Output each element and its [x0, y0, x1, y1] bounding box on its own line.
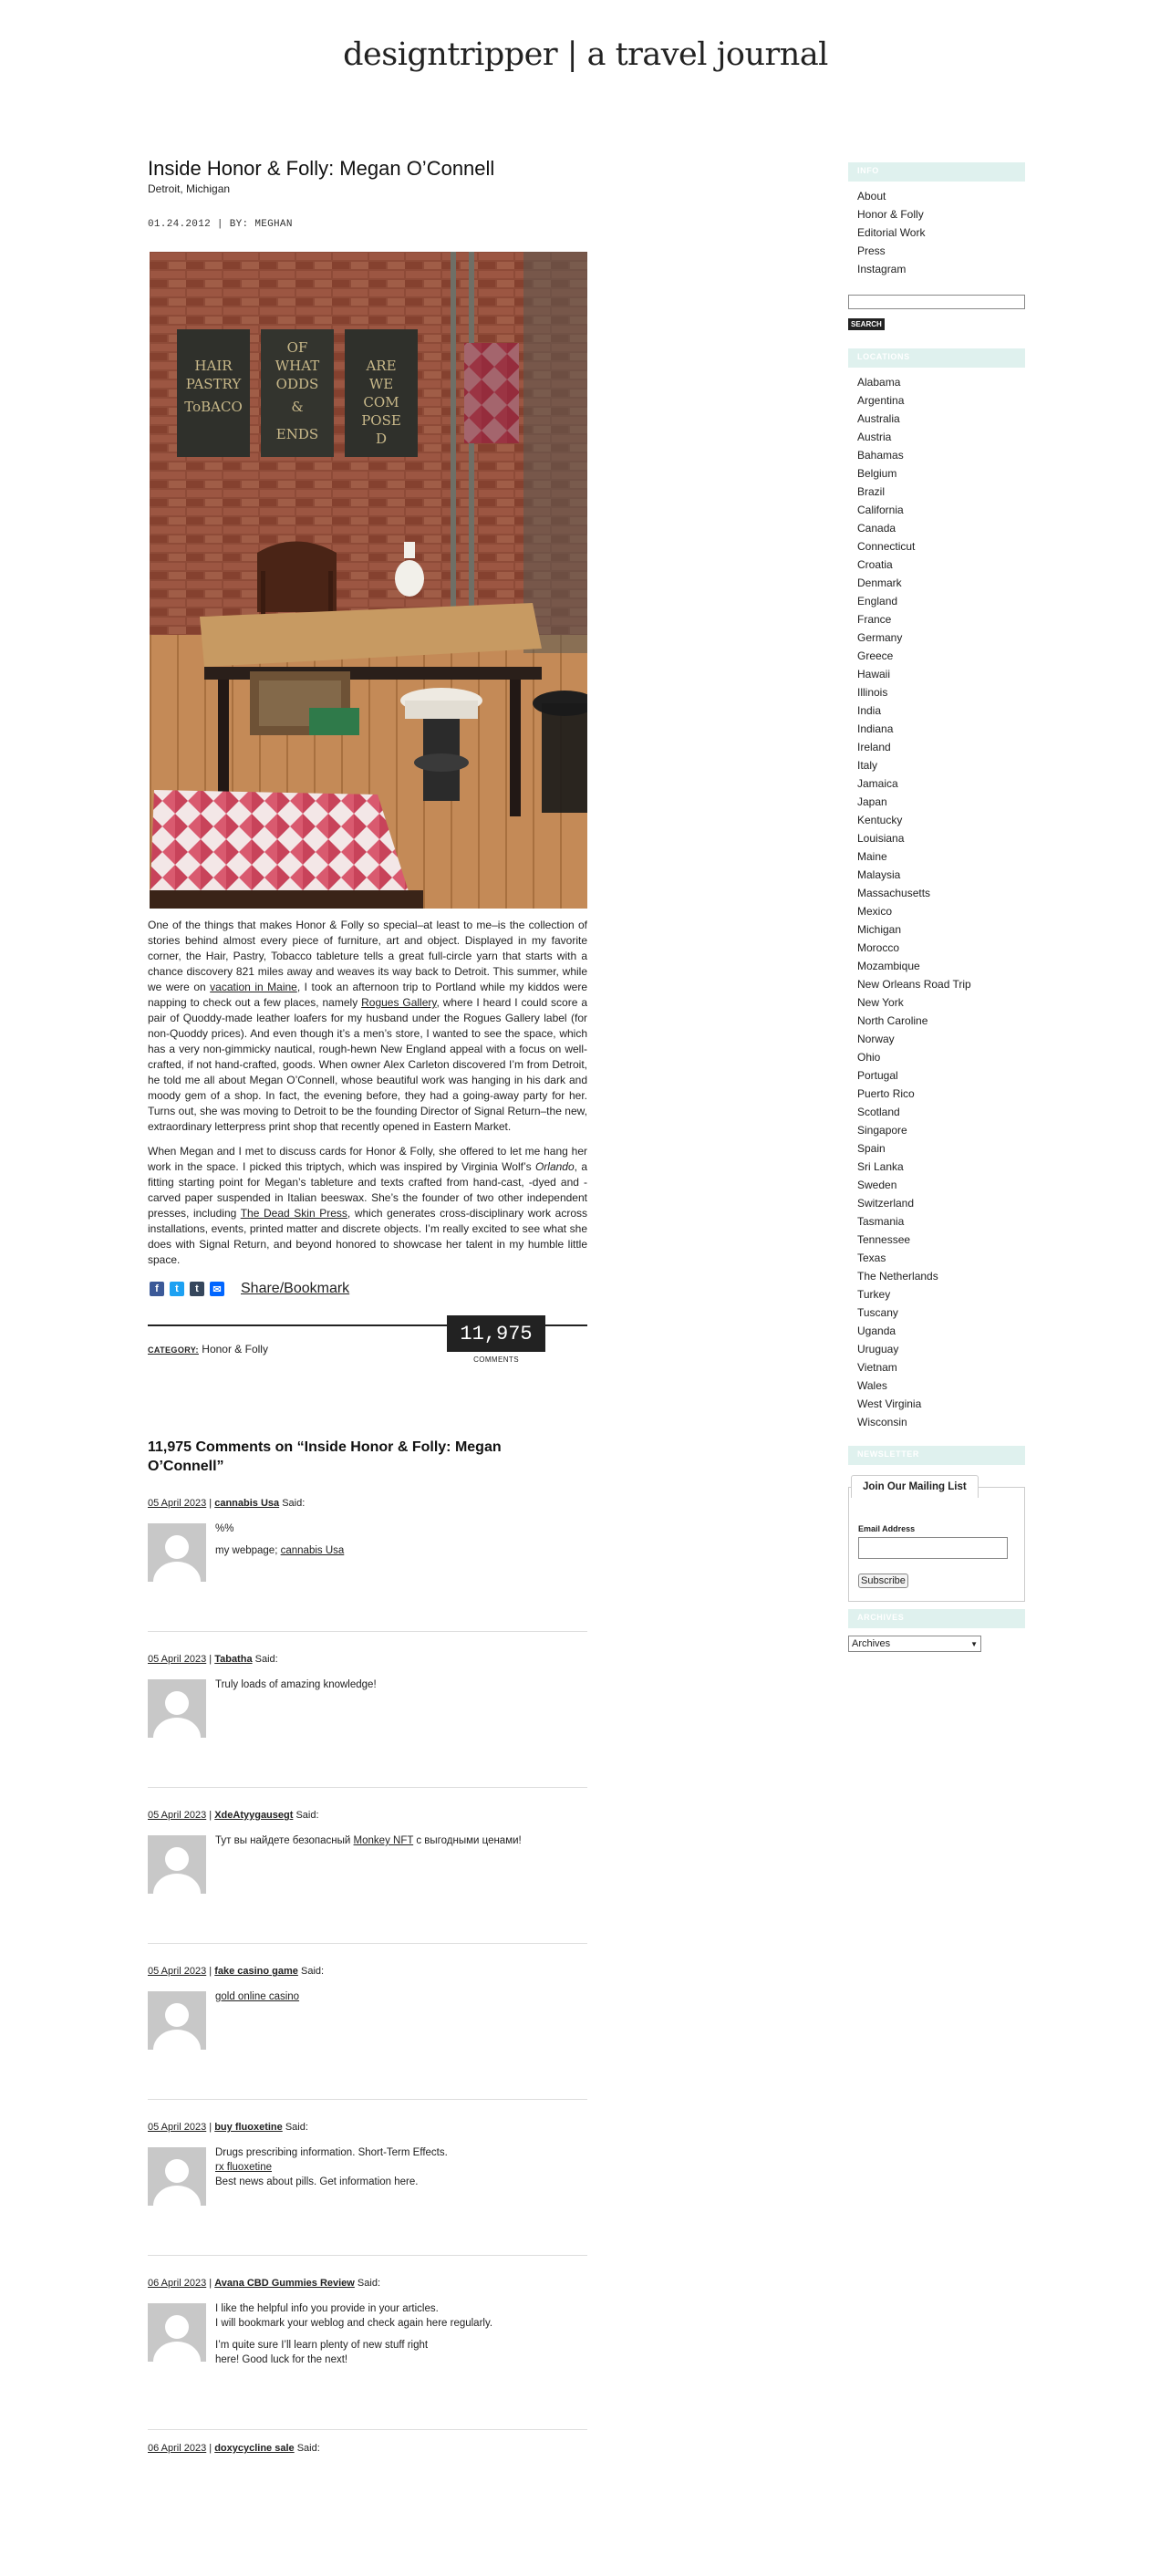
comment-said: Said: [282, 1498, 306, 1509]
post-text: , I took an afternoon trip to Portland while my kiddos were napping to check out a few places, namely [148, 981, 587, 1009]
comment-said: Said: [295, 1810, 319, 1821]
comment-said: Said: [285, 2122, 308, 2133]
sidebar-location-item-3[interactable]: Austria [857, 431, 892, 443]
comment-line: here! Good luck for the next! [215, 2354, 348, 2365]
comment-said: Said: [254, 1654, 278, 1665]
sign-2-line-4: & [291, 399, 304, 415]
post-photo [150, 252, 587, 909]
email-field[interactable] [858, 1537, 1008, 1559]
comment-date[interactable]: 05 April 2023 [148, 1654, 207, 1665]
sidebar-location-item-43[interactable]: Sri Lanka [857, 1160, 904, 1173]
sidebar-location-item-8[interactable]: Canada [857, 522, 896, 535]
sidebar-location-item-20[interactable]: Ireland [857, 741, 891, 753]
sidebar-location-item-45[interactable]: Switzerland [857, 1197, 915, 1210]
comment-line: Best news about pills. Get information here. [215, 2176, 419, 2187]
comment-text: Тут вы найдете безопасный [215, 1835, 354, 1846]
sidebar-location-item-28[interactable]: Massachusetts [857, 887, 931, 899]
sidebar-location-item-51[interactable]: Tuscany [857, 1306, 898, 1319]
sidebar-location-item-27[interactable]: Malaysia [857, 868, 901, 881]
email-label: Email Address [858, 1524, 916, 1533]
comment-author[interactable]: Avana CBD Gummies Review [214, 2278, 355, 2289]
sidebar-heading-locations: LOCATIONS [848, 348, 1025, 368]
info-links [848, 189, 1025, 280]
comment-author[interactable]: doxycycline sale [214, 2443, 295, 2454]
sidebar-location-item-23[interactable]: Japan [857, 795, 887, 808]
sign-2-line-3: ODDS [275, 376, 319, 392]
comment-text: с выгодными ценами! [413, 1835, 522, 1846]
sidebar-location-item-49[interactable]: The Netherlands [857, 1270, 938, 1283]
category-link[interactable]: Honor & Folly [202, 1343, 268, 1356]
comment-header: 06 April 2023 | doxycycline sale Said: [148, 2443, 320, 2454]
post-emphasis: Orlando [534, 1160, 575, 1173]
sign-2-line-5: ENDS [275, 426, 319, 442]
comment-line: Truly loads of amazing knowledge! [215, 1679, 377, 1690]
comment-count-label: COMMENTS [473, 1356, 519, 1364]
sign-3-line-2: WE [368, 376, 394, 392]
avatar [148, 1679, 206, 1738]
email-icon[interactable]: ✉ [210, 1282, 224, 1296]
sign-3-line-5: D [375, 431, 388, 447]
post-paragraph-1 [148, 918, 587, 1135]
sidebar-location-item-5[interactable]: Belgium [857, 467, 897, 480]
sidebar-location-item-4[interactable]: Bahamas [857, 449, 904, 462]
sign-2-line-1: OF [286, 339, 308, 356]
sidebar-location-item-42[interactable]: Spain [857, 1142, 886, 1155]
sidebar-location-item-10[interactable]: Croatia [857, 558, 893, 571]
search-input[interactable] [848, 295, 1025, 309]
share-row [150, 1281, 587, 1297]
sidebar-heading-archives: ARCHIVES [848, 1609, 1025, 1628]
facebook-icon[interactable]: f [150, 1282, 164, 1296]
twitter-icon[interactable]: t [170, 1282, 184, 1296]
comment-link[interactable]: cannabis Usa [280, 1545, 345, 1556]
sidebar-location-item-56[interactable]: West Virginia [857, 1397, 922, 1410]
comment-line [215, 1989, 580, 2004]
comment-said: Said: [357, 2278, 380, 2289]
comment-line: %% [215, 1523, 234, 1534]
comment-header: 05 April 2023 | Tabatha Said: [148, 1654, 278, 1665]
comment-date[interactable]: 05 April 2023 [148, 1498, 207, 1509]
sign-3-line-3: COM [363, 394, 399, 410]
sidebar-location-item-37[interactable]: Ohio [857, 1051, 881, 1064]
comment [148, 2443, 587, 2576]
link-dead-skin-press[interactable]: The Dead Skin Press [240, 1207, 347, 1220]
comment-count[interactable]: 11,975 [447, 1315, 545, 1352]
comment [148, 2278, 587, 2430]
sidebar-location-item-21[interactable]: Italy [857, 759, 878, 772]
sidebar-location-item-19[interactable]: Indiana [857, 722, 894, 735]
comment [148, 1498, 587, 1632]
avatar [148, 1991, 206, 2050]
comment-line: I will bookmark your weblog and check again here regularly. [215, 2318, 493, 2329]
search-button[interactable]: SEARCH [848, 318, 885, 330]
link-rogues-gallery[interactable]: Rogues Gallery [361, 996, 437, 1009]
comment-body [215, 1678, 580, 1699]
sidebar-location-item-46[interactable]: Tasmania [857, 1215, 905, 1228]
avatar [148, 2303, 206, 2362]
sidebar-info-item-1[interactable]: Honor & Folly [857, 208, 924, 221]
sidebar-location-item-22[interactable]: Jamaica [857, 777, 898, 790]
category-bar [148, 1324, 587, 1392]
post-text: One of the things that makes Honor & Folly so special–at least to me–is the collection of stories behind almost every piece of furniture, art and object. Displayed in my favorite corner, the Hair, Pastry, Tobacco tableture tells a great full-circle yarn that starts with a chance discovery 821 miles away and weaves its way back to Detroit. This summer, while we were on [148, 919, 587, 993]
comment-header: 05 April 2023 | fake casino game Said: [148, 1966, 325, 1977]
post [148, 153, 587, 2576]
sidebar-location-item-47[interactable]: Tennessee [857, 1233, 911, 1246]
sign-1-line-1: HAIR [194, 358, 233, 374]
sidebar [848, 162, 1025, 1652]
sidebar-location-item-57[interactable]: Wisconsin [857, 1416, 907, 1428]
post-text: When Megan and I met to discuss cards for Honor & Folly, she offered to let me hang her work in the space. I picked this triptych, which was inspired by Virginia Wolf’s [148, 1145, 587, 1173]
sidebar-location-item-31[interactable]: Morocco [857, 941, 900, 954]
comments-heading: 11,975 Comments on “Inside Honor & Folly: Megan O’Connell” [148, 1439, 502, 1474]
sign-3-line-1: ARE [366, 358, 397, 374]
comment-body [215, 2145, 580, 2189]
sidebar-location-item-14[interactable]: Germany [857, 631, 903, 644]
comment-link[interactable]: Monkey NFT [353, 1835, 414, 1846]
sign-1-line-2: PASTRY [185, 376, 242, 392]
sidebar-info-item-3[interactable]: Press [857, 244, 886, 257]
comment-line: I’m quite sure I’ll learn plenty of new stuff right [215, 2340, 429, 2351]
comment-header: 05 April 2023 | cannabis Usa Said: [148, 1498, 306, 1509]
sign-3-line-4: POSE [361, 412, 401, 429]
sidebar-location-item-11[interactable]: Denmark [857, 576, 902, 589]
sidebar-location-item-52[interactable]: Uganda [857, 1324, 896, 1337]
comment-line [215, 2160, 580, 2175]
archives-select-value: Archives [852, 1638, 891, 1649]
link-vacation-in-maine[interactable]: vacation in Maine [210, 981, 297, 993]
sidebar-location-item-26[interactable]: Maine [857, 850, 887, 863]
comment-date[interactable]: 05 April 2023 [148, 1810, 207, 1821]
sidebar-location-item-50[interactable]: Turkey [857, 1288, 891, 1301]
sidebar-location-item-54[interactable]: Vietnam [857, 1361, 897, 1374]
comment-body [215, 1833, 580, 1855]
comment-date[interactable]: 06 April 2023 [148, 2443, 207, 2454]
comment [148, 1654, 587, 1788]
comment-author[interactable]: fake casino game [214, 1966, 298, 1977]
share-bookmark-link[interactable]: Share/Bookmark [241, 1281, 350, 1296]
comment [148, 1810, 587, 1944]
sidebar-location-item-34[interactable]: New York [857, 996, 904, 1009]
sidebar-location-item-44[interactable]: Sweden [857, 1179, 897, 1191]
newsletter-title: Join Our Mailing List [851, 1475, 979, 1498]
category [148, 1343, 268, 1356]
tumblr-icon[interactable]: t [190, 1282, 204, 1296]
sidebar-info-item-2[interactable]: Editorial Work [857, 226, 926, 239]
sidebar-location-item-39[interactable]: Puerto Rico [857, 1087, 915, 1100]
sidebar-location-item-30[interactable]: Michigan [857, 923, 902, 936]
post-location: Detroit, Michigan [148, 182, 231, 195]
sidebar-location-item-15[interactable]: Greece [857, 649, 894, 662]
sidebar-location-item-35[interactable]: North Caroline [857, 1014, 928, 1027]
comment-line [215, 1543, 580, 1558]
comment-said: Said: [296, 2443, 320, 2454]
comment-link[interactable]: gold online casino [215, 1991, 300, 2002]
sidebar-location-item-13[interactable]: France [857, 613, 892, 626]
comment [148, 2122, 587, 2256]
sidebar-location-item-55[interactable]: Wales [857, 1379, 887, 1392]
comment-author[interactable]: buy fluoxetine [214, 2122, 283, 2133]
sidebar-heading-info: INFO [848, 162, 1025, 182]
sidebar-location-item-2[interactable]: Australia [857, 412, 900, 425]
comment [148, 1966, 587, 2100]
comment-text: my webpage; [215, 1545, 281, 1556]
category-label: CATEGORY: [148, 1345, 199, 1355]
sidebar-location-item-0[interactable]: Alabama [857, 376, 901, 389]
sidebar-location-item-33[interactable]: New Orleans Road Trip [857, 978, 971, 991]
sidebar-heading-newsletter: NEWSLETTER [848, 1446, 1025, 1465]
avatar [148, 1523, 206, 1582]
locations-list [848, 375, 1025, 1433]
post-text: , where I heard I could score a pair of Quoddy-made leather loafers for my husband under the Rogues Gallery label (for non-Quoddy prices). And even though it’s a men’s store, I wanted to see the space, which has a very non-gimmicky nautical, rough-hewn New England appeal with a focus on well-crafted, if not hand-crafted, goods. When owner Alex Carleton discovered I’m from Detroit, he told me all about Megan O’Connell, whose beautiful work was hanging in his dark and moody gem of a shop. In fact, the evening before, they had a going-away party for her. Turns out, she was moving to Detroit to be the founding Director of Signal Return–the new, extraordinary letterpress print shop that recently opened in Eastern Market. [148, 996, 587, 1133]
comment-body [215, 2301, 580, 2367]
sidebar-location-item-41[interactable]: Singapore [857, 1124, 907, 1137]
post-meta: 01.24.2012 | BY: MEGHAN [148, 219, 293, 230]
sidebar-info-item-4[interactable]: Instagram [857, 263, 907, 275]
sidebar-location-item-24[interactable]: Kentucky [857, 814, 903, 826]
sidebar-location-item-17[interactable]: Illinois [857, 686, 888, 699]
sidebar-location-item-48[interactable]: Texas [857, 1252, 886, 1264]
comment-header: 06 April 2023 | Avana CBD Gummies Review Said: [148, 2278, 380, 2289]
sidebar-location-item-12[interactable]: England [857, 595, 898, 608]
sign-2-line-2: WHAT [275, 358, 320, 374]
comment-link[interactable]: rx fluoxetine [215, 2162, 273, 2173]
site-title[interactable]: designtripper | a travel journal [343, 36, 828, 73]
comment-date[interactable]: 06 April 2023 [148, 2278, 207, 2289]
post-paragraph-2 [148, 1144, 587, 1268]
sidebar-info-item-0[interactable]: About [857, 190, 886, 203]
newsletter-form [848, 1481, 1025, 1602]
sidebar-location-item-38[interactable]: Portugal [857, 1069, 898, 1082]
sign-1-line-3: ToBACO [184, 399, 243, 415]
comment-body [215, 1989, 580, 2011]
comment-date[interactable]: 05 April 2023 [148, 2122, 207, 2133]
sidebar-location-item-1[interactable]: Argentina [857, 394, 905, 407]
comment-header: 05 April 2023 | buy fluoxetine Said: [148, 2122, 308, 2133]
sidebar-location-item-6[interactable]: Brazil [857, 485, 886, 498]
comment-author[interactable]: Tabatha [214, 1654, 253, 1665]
comment-author[interactable]: XdeAtyygausegt [214, 1810, 294, 1821]
comment-line: I like the helpful info you provide in your articles. [215, 2303, 439, 2314]
comment-line: Drugs prescribing information. Short-Term Effects. [215, 2147, 448, 2158]
comment-body [215, 1522, 580, 1565]
sidebar-location-item-16[interactable]: Hawaii [857, 668, 891, 680]
archives-select[interactable] [848, 1636, 981, 1652]
sidebar-location-item-32[interactable]: Mozambique [857, 960, 920, 972]
sidebar-location-item-25[interactable]: Louisiana [857, 832, 905, 845]
post-text: , which generates cross-disciplinary work across installations, events, printed matter and discrete objects. I’m really excited to see what she does with Signal Return, and beyond honored to showcase her talent in my humble little space. [148, 1207, 588, 1266]
sidebar-location-item-53[interactable]: Uruguay [857, 1343, 899, 1356]
post-title[interactable]: Inside Honor & Folly: Megan O’Connell [148, 157, 495, 180]
comment-said: Said: [300, 1966, 325, 1977]
chevron-down-icon: ▼ [970, 1639, 978, 1648]
subscribe-button[interactable]: Subscribe [858, 1574, 908, 1588]
comment-line [215, 1833, 580, 1848]
avatar [148, 2147, 206, 2206]
comment-header: 05 April 2023 | XdeAtyygausegt Said: [148, 1810, 319, 1821]
comment-author[interactable]: cannabis Usa [214, 1498, 280, 1509]
post-text: , a fitting starting point for Megan’s tableture and texts crafted from hand-cast, -dyed and -carved paper suspended in Italian beeswax. She’s the founder of two other independent presses, including [148, 1160, 587, 1220]
sidebar-location-item-7[interactable]: California [857, 504, 904, 516]
sidebar-location-item-9[interactable]: Connecticut [857, 540, 916, 553]
sidebar-location-item-40[interactable]: Scotland [857, 1106, 900, 1118]
sidebar-location-item-18[interactable]: India [857, 704, 882, 717]
sidebar-location-item-36[interactable]: Norway [857, 1033, 895, 1045]
comment-date[interactable]: 05 April 2023 [148, 1966, 207, 1977]
avatar [148, 1835, 206, 1894]
sidebar-location-item-29[interactable]: Mexico [857, 905, 893, 918]
